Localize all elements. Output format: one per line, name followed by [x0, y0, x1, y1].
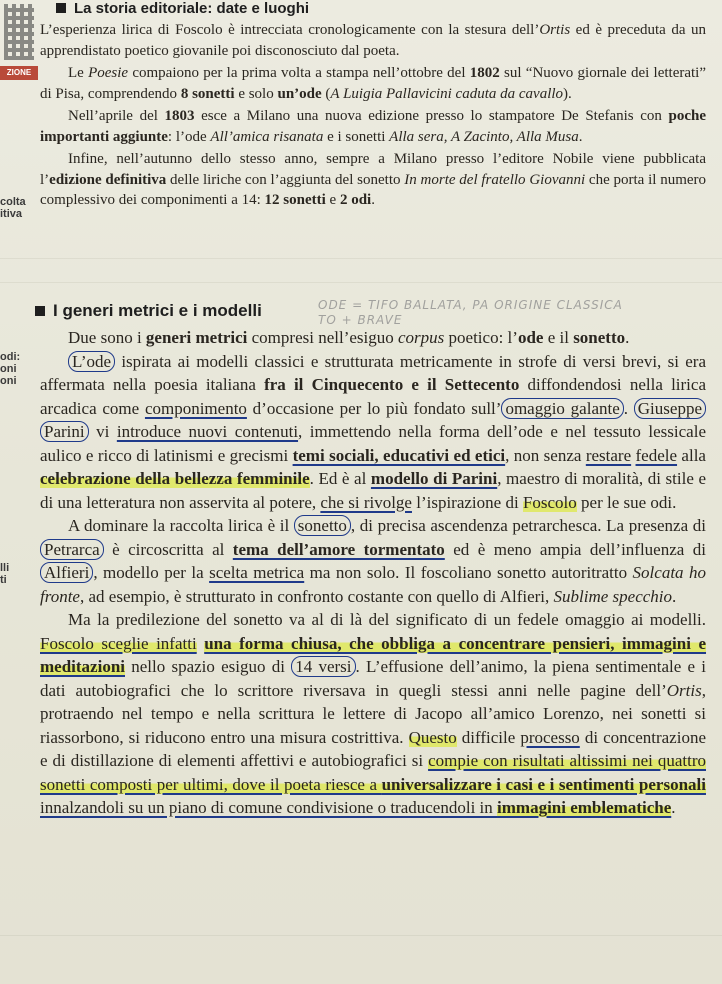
handwritten-note: TO + BRAVE — [318, 313, 403, 327]
annotated-circle: Petrarca — [40, 539, 104, 560]
annotated-circle: Giuseppe — [634, 398, 706, 419]
paragraph: Infine, nell’autunno dello stesso anno, sempre a Milano presso l’editore Nobile viene pubblicata l’edizione definitiva delle liriche con l’aggiunta del sonetto In morte del fratello Giovanni che porta il numero complessivo dei componimenti a 14: 12 sonetti e 2 odi. — [40, 151, 707, 208]
handwritten-note: ODE = TIFO BALLATA, PA ORIGINE CLASSICA — [318, 298, 623, 312]
annotated-circle: 14 versi — [291, 656, 355, 677]
paragraph: L’esperienza lirica di Foscolo è intrecciata cronologicamente con la stesura dell’Ortis ed è preceduta da un apprendistato poetico giovanile poi disconosciuto dal poeta. — [40, 22, 706, 59]
paragraph: Due sono i generi metrici compresi nell’esiguo corpus poetico: l’ode e il sonetto. — [68, 328, 630, 347]
section-heading-generi — [35, 301, 262, 321]
margin-note: lli — [0, 562, 10, 574]
annotated-circle: Alfieri — [40, 562, 93, 583]
margin-note: colta — [0, 196, 26, 208]
paragraph: Ma la predilezione del sonetto va al di là del significato di un fedele omaggio ai modelli. Foscolo sceglie infatti una forma chiusa, che obbliga a concentrare pensieri, immagini e meditazioni nello spazio esiguo di 14 versi . L’effusione dell’animo, la piena sentimentale e i dati autobiografici che lo scrittore riversava in quegli stessi anni nelle pagine dell’Ortis, protraendo nel tempo e nella scrittura le lettere di Jacopo all’amico Lorenzo, nei sonetti si riassorbono, si riducono entro una misura costrittiva. Questo difficile processo di concentrazione e di distillazione di elementi affettivi e autobiografici si compie con risultati altissimi nei quattro sonetti composti per ultimi, dove il poeta riesce a universalizzare i casi e i sentimenti personali innalzandoli su un piano di comune condivisione o traducendoli in immagini emblematiche. — [40, 610, 707, 817]
margin-note: oni — [0, 375, 17, 387]
annotated-circle: sonetto — [294, 515, 351, 536]
section-storia-body — [40, 20, 706, 213]
margin-badge: ZIONE — [0, 66, 38, 80]
annotated-circle: L’ode — [68, 351, 115, 372]
section-title: I generi metrici e i modelli — [53, 301, 262, 320]
paragraph: Le Poesie compaiono per la prima volta a stampa nell’ottobre del 1802 sul “Nuovo giornale dei letterati” di Pisa, comprendendo 8 sonetti e solo un’ode (A Luigia Pallavicini caduta da cavallo). — [40, 65, 707, 102]
section-generi-body — [40, 326, 706, 820]
qr-code-icon — [4, 4, 34, 60]
square-bullet-icon — [35, 306, 45, 316]
margin-note: ti — [0, 574, 7, 586]
paragraph: Nell’aprile del 1803 esce a Milano una nuova edizione presso lo stampatore De Stefanis con poche importanti aggiunte: l’ode All’amica risanata e i sonetti Alla sera, A Zacinto, Alla Musa. — [40, 108, 706, 145]
margin-note: odi: — [0, 351, 21, 363]
margin-note: oni — [0, 363, 17, 375]
paragraph: A dominare la raccolta lirica è il sonetto , di precisa ascendenza petrarchesca. La presenza di Petrarca è circoscritta al tema dell’amore tormentato ed è meno ampia dell’influenza di Alfieri , modello per la scelta metrica ma non solo. Il foscoliano sonetto autoritratto Solcata ho fronte, ad esempio, è strutturato in confronto costante con quello di Alfieri, Sublime specchio. — [40, 516, 706, 606]
margin-note: itiva — [0, 208, 23, 220]
section-title: La storia editoriale: date e luoghi — [74, 0, 310, 17]
annotated-circle: Parini — [40, 421, 89, 442]
annotated-circle: omaggio galante — [501, 398, 623, 419]
section-heading-storia — [56, 0, 309, 17]
square-bullet-icon — [56, 3, 66, 13]
paragraph: L’ode ispirata ai modelli classici e strutturata metricamente in strofe di versi brevi, si era affermata nella poesia italiana fra il Cinquecento e il Settecento diffondendosi nella lirica arcadica come componimento d’occasione per lo più fondato sull’ omaggio galante . Giuseppe Parini vi introduce nuovi contenuti, immettendo nella forma dell’ode e nel tessuto lessicale aulico e ricco di latinismi e grecismi temi sociali, educativi ed etici, non senza restare fedele alla celebrazione della bellezza femminile. Ed è al modello di Parini, maestro di moralità, di stile e di una letteratura non asservita al potere, che si rivolge l’ispirazione di Foscolo per le sue odi. — [40, 351, 707, 512]
